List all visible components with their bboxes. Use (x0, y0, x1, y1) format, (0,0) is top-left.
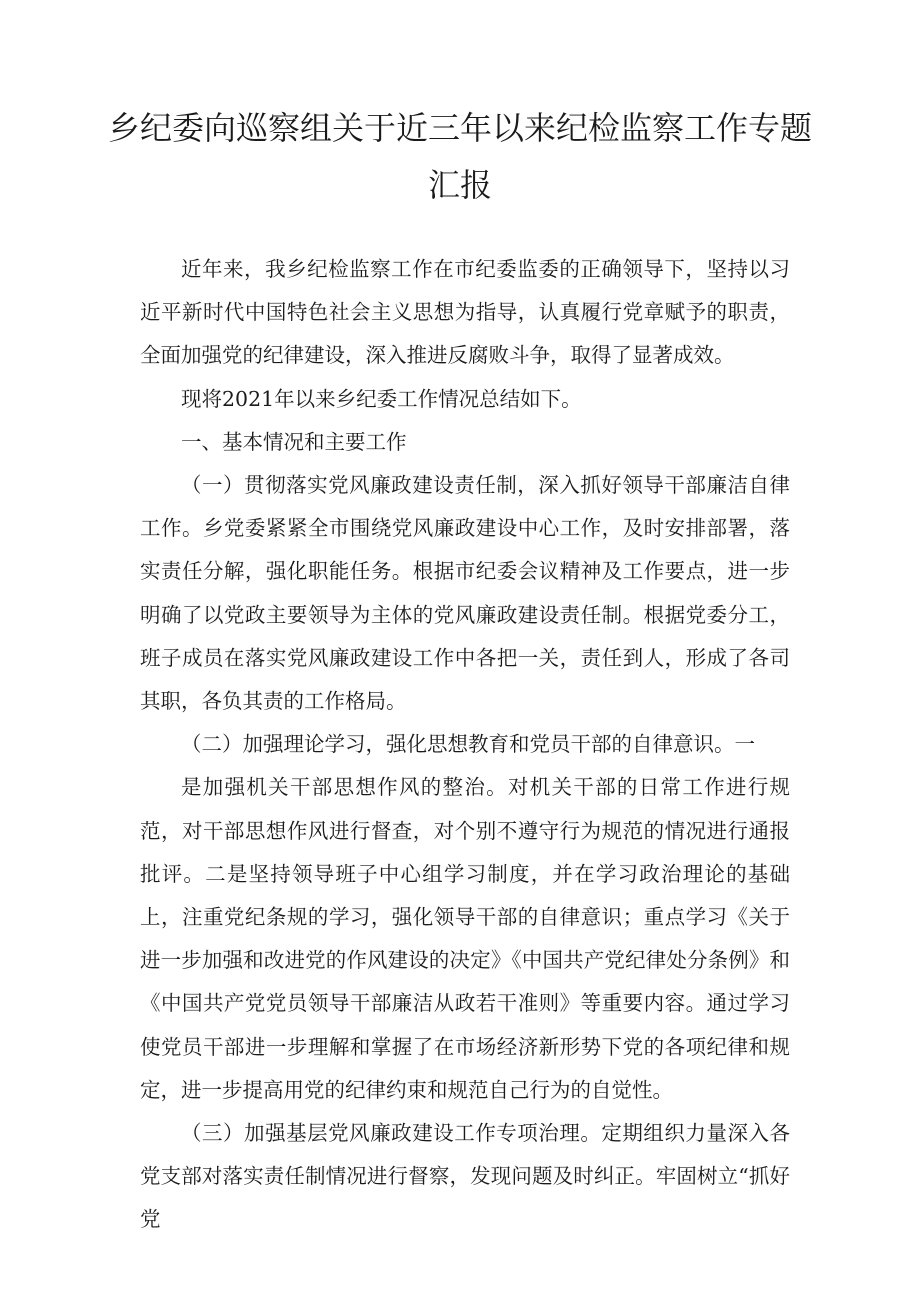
paragraph-intro: 近年来，我乡纪检监察工作在市纪委监委的正确领导下，坚持以习近平新时代中国特色社会主义思想为指导，认真履行党章赋予的职责，全面加强党的纪律建设，深入推进反腐败斗争，取得了显著成效。 (140, 257, 790, 368)
document-body (140, 248, 790, 1242)
document-title-line-1: 乡纪委向巡察组关于近三年以来纪检监察工作专题 (107, 109, 812, 147)
paragraph-item-2-body: 是加强机关干部思想作风的整治。对机关干部的日常工作进行规范，对干部思想作风进行督查，对个别不遵守行为规范的情况进行通报批评。二是坚持领导班子中心组学习制度，并在学习政治理论的基础上，注重党纪条规的学习，强化领导干部的自律意识；重点学习《关于进一步加强和改进党的作风建设的决定》《中国共产党纪律处分条例》和《中国共产党党员领导干部廉洁从政若干准则》等重要内容。通过学习使党员干部进一步理解和掌握了在市场经济新形势下党的各项纪律和规定，进一步提高用党的纪律约束和规范自己行为的自觉性。 (140, 775, 790, 1102)
paragraph-item-3: （三）加强基层党风廉政建设工作专项治理。定期组织力量深入各党支部对落实责任制情况进行督察，发现问题及时纠正。牢固树立“抓好党 (140, 1121, 790, 1232)
paragraph-item-2-heading: （二）加强理论学习，强化思想教育和党员干部的自律意识。一 (181, 732, 755, 757)
paragraph-summary-lead: 现将2021年以来乡纪委工作情况总结如下。 (181, 386, 582, 411)
paragraph-item-1: （一）贯彻落实党风廉政建设责任制，深入抓好领导干部廉洁自律工作。乡党委紧紧全市围绕党风廉政建设中心工作，及时安排部署，落实责任分解，强化职能任务。根据市纪委会议精神及工作要点，进一步明确了以党政主要领导为主体的党风廉政建设责任制。根据党委分工，班子成员在落实党风廉政建设工作中各把一关，责任到人，形成了各司其职，各负其责的工作格局。 (140, 473, 790, 714)
section-heading-1: 一、基本情况和主要工作 (181, 429, 407, 454)
document-title-line-2: 汇报 (427, 166, 492, 204)
